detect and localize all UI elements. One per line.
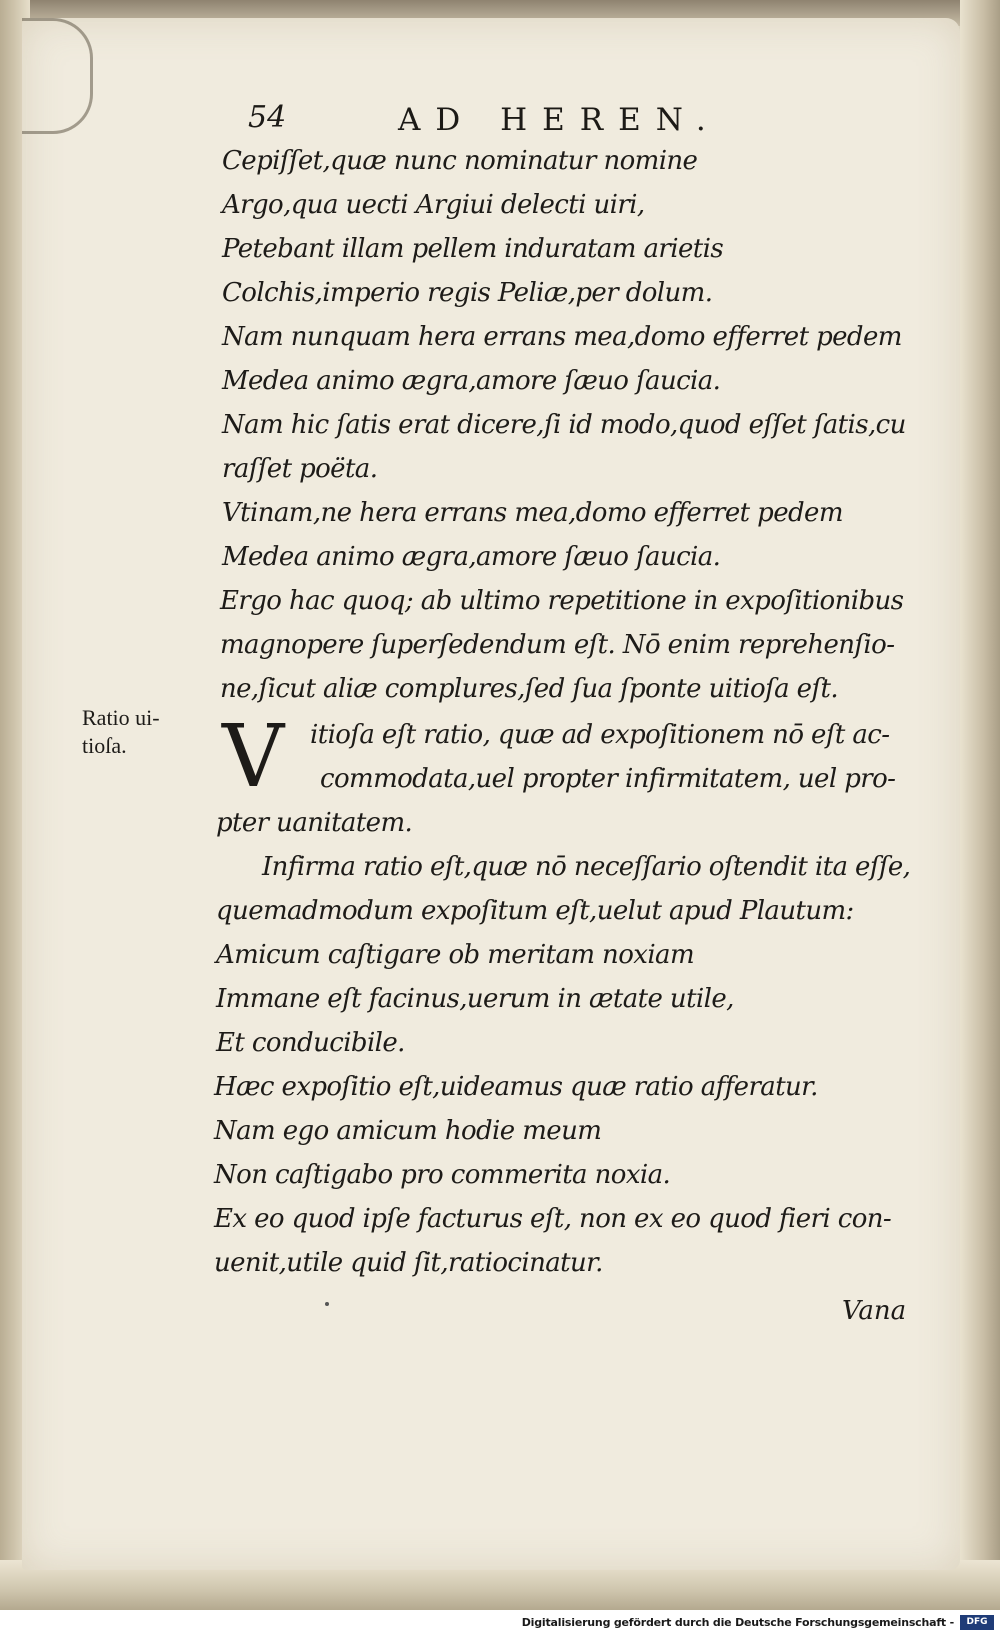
text-line: Medea animo ægra,amore ſæuo ſaucia. <box>222 542 721 572</box>
text-line: itioſa eſt ratio, quæ ad expoſitionem nō eſt ac- <box>310 720 890 750</box>
text-line: Ergo hac quoq; ab ultimo repetitione in expoſitionibus <box>220 586 904 616</box>
text-line: Nam nunquam hera errans mea,domo efferret pedem <box>222 322 902 352</box>
text-line: Amicum caſtigare ob meritam noxiam <box>216 940 694 970</box>
footer-bar <box>0 1610 1000 1637</box>
dfg-logo: DFG <box>960 1615 994 1630</box>
marginal-note-line: tioſa. <box>82 733 127 758</box>
page-number: 54 <box>248 100 287 135</box>
text-line: Nam hic ſatis erat dicere,ſi id modo,quod eſſet ſatis,cu <box>222 410 906 440</box>
text-line: commodata,uel propter infirmitatem, uel pro- <box>320 764 896 794</box>
text-line: Medea animo ægra,amore ſæuo ſaucia. <box>222 366 721 396</box>
text-line: Vtinam,ne hera errans mea,domo efferret pedem <box>222 498 843 528</box>
text-line: Ex eo quod ipſe facturus eſt, non ex eo quod fieri con- <box>214 1204 892 1234</box>
text-line: Cepiſſet,quæ nunc nominatur nomine <box>222 146 698 176</box>
text-line: magnopere ſuperſedendum eſt. Nō enim reprehenſio- <box>220 630 895 660</box>
ink-speck <box>325 1302 329 1306</box>
text-line: uenit,utile quid ſit,ratiocinatur. <box>214 1248 603 1278</box>
text-line: quemadmodum expoſitum eſt,uelut apud Plautum: <box>216 896 854 926</box>
text-line: Non caſtigabo pro commerita noxia. <box>214 1160 671 1190</box>
drop-capital: V <box>222 707 285 807</box>
text-line: Infirma ratio eſt,quæ nō neceſſario oſtendit ita eſſe, <box>262 852 911 882</box>
marginal-note-line: Ratio ui- <box>82 705 160 730</box>
text-line: raſſet poëta. <box>222 454 378 484</box>
catchword: Vana <box>842 1296 907 1326</box>
text-line: Immane eſt facinus,uerum in ætate utile, <box>216 984 734 1014</box>
funding-credit: Digitalisierung gefördert durch die Deutsche Forschungsgemeinschaft - <box>521 1616 954 1629</box>
text-line: Hæc expoſitio eſt,uideamus quæ ratio afferatur. <box>214 1072 818 1102</box>
text-line: Nam ego amicum hodie meum <box>214 1116 602 1146</box>
text-line: Et conducibile. <box>216 1028 405 1058</box>
text-line: Colchis,imperio regis Peliæ,per dolum. <box>222 278 713 308</box>
text-line: ne,ſicut aliæ complures,ſed ſua ſponte uitioſa eſt. <box>220 674 838 704</box>
text-line: Argo,qua uecti Argiui delecti uiri, <box>222 190 645 220</box>
text-line: pter uanitatem. <box>216 808 413 838</box>
text-line: Petebant illam pellem induratam arietis <box>222 234 724 264</box>
running-head: AD HEREN. <box>398 102 721 138</box>
